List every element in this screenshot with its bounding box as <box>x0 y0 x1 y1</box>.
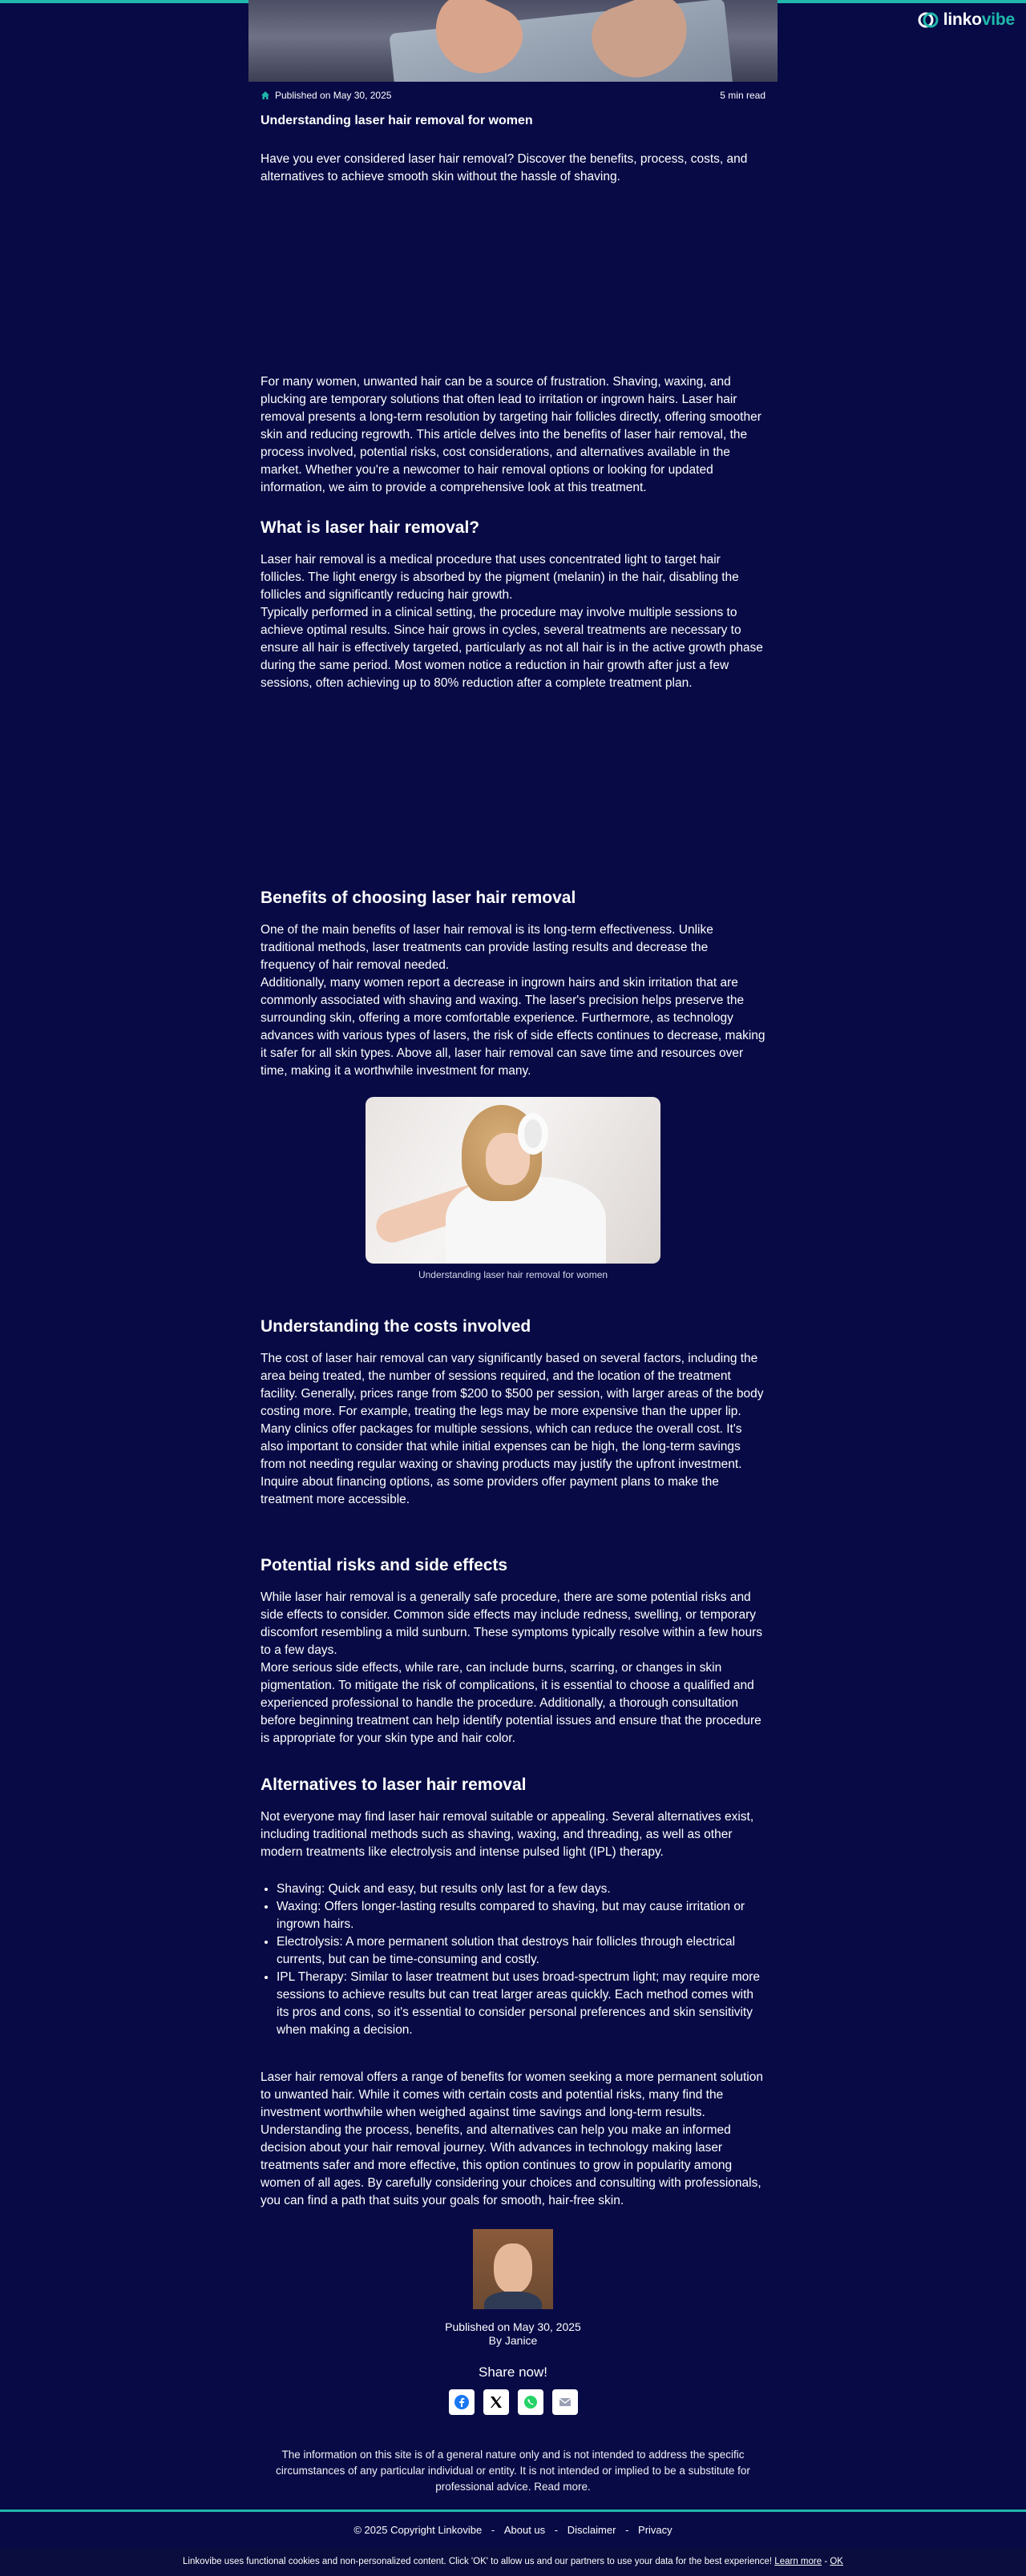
whatsapp-share-button[interactable] <box>518 2389 543 2415</box>
cookie-separator: - <box>824 2557 828 2566</box>
article-title: Understanding laser hair removal for women <box>261 114 533 127</box>
article-intro: For many women, unwanted hair can be a source of frustration. Shaving, waxing, and plucking are temporary solutions that often lead to irritation or ingrown hairs. Laser hair removal presents a long-term resolution by targeting hair follicles directly, offering smoother skin and reducing regrowth. This article delves into the benefits of laser hair removal, the process involved, potential risks, cost considerations, and alternatives available in the market. Whether you're a newcomer to hair removal options or looking for updated information, we aim to provide a comprehensive look at this treatment. <box>261 375 761 494</box>
section-body-alternatives: Not everyone may find laser hair removal suitable or appealing. Several alternatives exist, including traditional methods such as shaving, waxing, and threading, as well as other modern treatments like electrolysis and intense pulsed light (IPL) therapy. <box>261 1810 754 1859</box>
article-lead: Have you ever considered laser hair removal? Discover the benefits, process, costs, and alternatives to achieve smooth skin without the hassle of shaving. <box>261 152 748 183</box>
avatar-shoulders-shape <box>484 2292 542 2309</box>
section-heading-benefits: Benefits of choosing laser hair removal <box>261 889 576 907</box>
facebook-share-button[interactable] <box>449 2389 475 2415</box>
section-body-what-is <box>261 551 765 692</box>
list-item: • Waxing: Offers longer-lasting results compared to shaving, but may cause irritation or ingrown hairs. <box>277 1898 765 1933</box>
paragraph: Additionally, many women report a decrease in ingrown hairs and skin irritation that are commonly associated with shaving and waxing. The laser's precision helps preserve the surrounding skin, offering a more comfortable experience. Furthermore, as technology advances with various types of lasers, the risk of side effects continues to decrease, making it safer for all skin types. Above all, laser hair removal can save time and resources over time, making it a worthwhile investment for many. <box>261 976 765 1078</box>
email-share-button[interactable] <box>552 2389 578 2415</box>
section-heading-what-is: What is laser hair removal? <box>261 518 480 537</box>
author-published-date: Published on May 30, 2025 <box>445 2320 581 2333</box>
site-disclaimer: The information on this site is of a general nature only and is not intended to address the specific circumstances of any particular individual or entity. It is not intended or implied to be a substitute for professional advice. Read more. <box>276 2449 750 2493</box>
article-meta <box>261 90 765 101</box>
alternatives-list <box>261 1881 765 2039</box>
paragraph: The cost of laser hair removal can vary significantly based on several factors, including the area being treated, the number of sessions required, and the location of the treatment facility. Generally, prices range from $200 to $500 per session, with larger areas of the body costing more. For example, treating the legs may be more expensive than the upper lip. <box>261 1352 764 1418</box>
footer-link-about[interactable]: About us <box>503 2524 546 2536</box>
section-heading-costs: Understanding the costs involved <box>261 1317 531 1336</box>
share-buttons <box>0 2389 1026 2415</box>
section-heading-risks: Potential risks and side effects <box>261 1556 508 1574</box>
x-icon <box>488 2394 504 2410</box>
list-item: • Electrolysis: A more permanent solution that destroys hair follicles through electrical currents, but can be time-consuming and costly. <box>277 1933 765 1969</box>
list-item: • IPL Therapy: Similar to laser treatment but uses broad-spectrum light; may require more sessions to achieve results but can treat larger areas quickly. Each method comes with its pros and cons, so it's essential to consider personal preferences and skin sensitivity when making a decision. <box>277 1969 765 2039</box>
list-item: • Shaving: Quick and easy, but results only last for a few days. <box>277 1881 765 1898</box>
read-time: 5 min read <box>720 90 765 101</box>
section-body-risks <box>261 1589 765 1748</box>
logo-wordmark <box>943 10 1015 30</box>
article-figure-image <box>366 1097 660 1264</box>
published-date: Published on May 30, 2025 <box>275 90 392 101</box>
cookie-ok-button[interactable]: OK <box>830 2557 843 2566</box>
author-byline <box>261 2320 765 2348</box>
share-title: Share now! <box>479 2364 547 2380</box>
paragraph: More serious side effects, while rare, can include burns, scarring, or changes in skin pigmentation. To mitigate the risk of complications, it is essential to choose a qualified and experienced professional to handle the procedure. Additionally, a thorough consultation before beginning treatment can help identify potential issues and ensure that the procedure is appropriate for your skin type and hair color. <box>261 1661 761 1745</box>
author-name: By Janice <box>488 2334 538 2347</box>
link-logo-icon <box>918 10 939 30</box>
section-body-costs <box>261 1350 765 1509</box>
paragraph: Typically performed in a clinical setting, the procedure may involve multiple sessions to achieve optimal results. Since hair grows in cycles, several treatments are necessary to ensure all hair is effectively targeted, particularly as not all hair is in the active growth phase during the same period. Most women notice a reduction in hair growth after just a few sessions, often achieving up to 80% reduction after a complete treatment plan. <box>261 606 763 690</box>
paragraph: One of the main benefits of laser hair removal is its long-term effectiveness. Unlike traditional methods, laser treatments can provide lasting results and decrease the frequency of hair removal needed. <box>261 923 713 972</box>
email-icon <box>557 2394 573 2410</box>
x-share-button[interactable] <box>483 2389 509 2415</box>
footer-divider <box>0 2509 1026 2512</box>
author-avatar <box>473 2229 553 2309</box>
cookie-banner <box>0 2548 1026 2576</box>
figure-caption: Understanding laser hair removal for women <box>418 1269 608 1280</box>
article-conclusion: Laser hair removal offers a range of benefits for women seeking a more permanent solution to unwanted hair. While it comes with certain costs and potential risks, many find the investment worthwhile when weighed against time savings and long-term results. Understanding the process, benefits, and alternatives can help you make an informed decision about your hair removal journey. With advances in technology making laser treatments safer and more effective, this option continues to grow in popularity among women of all ages. By carefully considering your choices and consulting with professionals, you can find a path that suits your goals for smooth, hair-free skin. <box>261 2070 763 2207</box>
paragraph: Many clinics offer packages for multiple sessions, which can reduce the overall cost. It's also important to consider that while initial expenses can be high, the long-term savings from not needing regular waxing or shaving products may justify the upfront investment. Inquire about financing options, as some providers offer payment plans to make the treatment more accessible. <box>261 1422 742 1506</box>
footer-link-disclaimer[interactable]: Disclaimer <box>567 2524 616 2536</box>
home-icon <box>261 91 270 100</box>
headphones-shape <box>518 1113 548 1155</box>
section-heading-alternatives: Alternatives to laser hair removal <box>261 1776 527 1794</box>
paragraph: While laser hair removal is a generally safe procedure, there are some potential risks and side effects to consider. Common side effects may include redness, swelling, or temporary discomfort resembling a mild sunburn. These symptoms typically resolve within a few hours to a few days. <box>261 1590 762 1657</box>
hero-image <box>248 0 778 82</box>
footer-separator: - <box>625 2524 629 2536</box>
facebook-icon <box>454 2394 470 2410</box>
footer-copyright: © 2025 Copyright Linkovibe <box>353 2524 483 2536</box>
footer-separator: - <box>554 2524 559 2536</box>
footer-link-privacy[interactable]: Privacy <box>638 2524 673 2536</box>
paragraph: Laser hair removal is a medical procedure that uses concentrated light to target hair follicles. The light energy is absorbed by the pigment (melanin) in the hair, disabling the follicles and significantly reducing hair growth. <box>261 553 739 602</box>
logo-word-part1: linko <box>943 10 982 29</box>
footer-separator: - <box>491 2524 495 2536</box>
section-body-benefits <box>261 921 765 1080</box>
site-footer <box>0 2524 1026 2536</box>
avatar-face-shape <box>494 2243 532 2293</box>
logo-word-part2: vibe <box>981 10 1015 29</box>
whatsapp-icon <box>523 2394 539 2410</box>
cookie-learn-more-link[interactable]: Learn more <box>774 2557 822 2566</box>
cookie-text: Linkovibe uses functional cookies and non-personalized content. Click 'OK' to allow us and our partners to use your data for the best experience! <box>183 2557 773 2566</box>
site-logo[interactable] <box>918 10 1015 30</box>
